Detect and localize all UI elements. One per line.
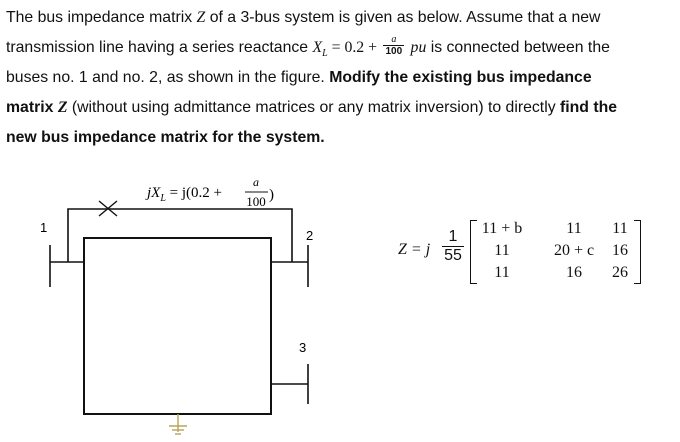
- label-close-paren: ): [269, 187, 274, 203]
- matrix-cell: 16: [612, 242, 628, 259]
- matrix-cell: 16: [566, 264, 582, 281]
- bold-text: matrix: [6, 99, 58, 116]
- impedance-matrix: [398, 220, 658, 290]
- math-Z-bold: Z: [57, 99, 68, 116]
- fraction-numerator: a: [391, 33, 397, 45]
- text-run: is connected between the: [426, 39, 610, 56]
- bold-text: find the: [560, 99, 618, 116]
- label-fraction-numerator: a: [253, 175, 259, 189]
- new-transmission-line: [68, 209, 292, 262]
- network-box: [84, 238, 271, 414]
- label-fraction-denominator: 100: [246, 194, 266, 209]
- ground-icon: [169, 414, 187, 434]
- math-X: X: [312, 39, 323, 56]
- matrix-cell: 26: [612, 264, 628, 281]
- matrix-cell: 20 + c: [553, 242, 595, 259]
- math-pu: pu: [410, 39, 427, 56]
- text-run: transmission line having a series reactance: [6, 39, 313, 56]
- matrix-coefficient: [442, 228, 464, 265]
- text-run: of a 3-bus system is given as below. Assume that a new: [205, 9, 601, 26]
- matrix-cell: 11: [612, 220, 628, 237]
- matrix-cell: 11: [566, 220, 582, 237]
- bus-3-label: 3: [299, 340, 307, 355]
- bold-text: Modify the existing bus impedance: [329, 69, 592, 86]
- bold-text: new bus impedance matrix for the system.: [6, 129, 325, 146]
- coefficient-numerator: 1: [448, 228, 458, 245]
- reactance-label: $jX_L = j(0.2$ +: [147, 185, 222, 204]
- bus-1-label: 1: [40, 220, 48, 235]
- math-Z: Z: [196, 9, 206, 26]
- math-expression: = 0.2 +: [327, 39, 378, 56]
- coefficient-denominator: 55: [442, 246, 464, 265]
- matrix-cell: 11 + b: [481, 220, 523, 237]
- matrix-cell: 11: [494, 264, 510, 281]
- fraction-denominator: 100: [385, 45, 403, 57]
- math-subscript-L: L: [322, 48, 328, 60]
- text-run: buses no. 1 and no. 2, as shown in the figure.: [6, 69, 330, 86]
- bus-2-label: 2: [306, 228, 314, 243]
- matrix-cell: 11: [494, 242, 510, 259]
- matrix-lhs: Z = j: [398, 241, 431, 258]
- text-run: (without using admittance matrices or any matrix inversion) to directly: [67, 99, 560, 116]
- text-run: The bus impedance matrix: [6, 9, 197, 26]
